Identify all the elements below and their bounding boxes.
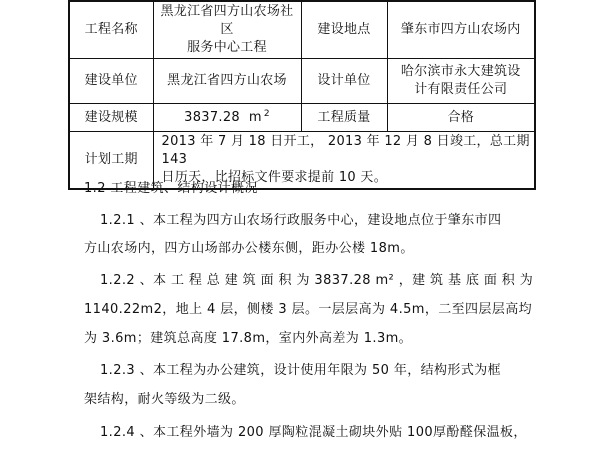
paragraph-2-line-1: 1.2.2 、本 工 程 总 建 筑 面 积 为 3837.28 m² ，建 筑 基 底 面 积 为 [100, 273, 534, 288]
table-row [69, 104, 535, 132]
paragraph-2-line-3: 为 3.6m；建筑总高度 17.8m，室内外高差为 1.3m。 [84, 331, 413, 346]
paragraph-3-line-2: 架结构，耐火等级为二级。 [84, 392, 245, 407]
project-name-value [153, 1, 301, 59]
schedule-value-line2: 日历天，比招标文件要求提前 10 天。 [161, 170, 388, 185]
designer-label: 设计单位 [301, 59, 387, 104]
paragraph-2-line-2: 1140.22m2，地上 4 层，侧楼 3 层。一层层高为 4.5m，二至四层层高均 [84, 302, 533, 317]
scale-unit-exponent: 2 [263, 108, 270, 119]
paragraph-3-line-1: 1.2.3 、本工程为办公建筑，设计使用年限为 50 年，结构形式为框 [100, 363, 502, 378]
designer-value-line1: 哈尔滨市永大建筑设 [400, 64, 521, 79]
scale-value [153, 104, 301, 132]
designer-value [387, 59, 535, 104]
designer-value-line2: 计有限责任公司 [414, 82, 508, 97]
project-name-label: 工程名称 [69, 1, 153, 59]
schedule-value-line1: 2013 年 7 月 18 日开工， 2013 年 12 月 8 日竣工，总工期 143 [161, 134, 530, 167]
paragraph-1-line-1: 1.2.1 、本工程为四方山农场行政服务中心，建设地点位于肇东市四 [100, 213, 502, 228]
location-value: 肇东市四方山农场内 [387, 1, 535, 59]
scale-number: 3837.28 [184, 109, 240, 125]
schedule-label: 计划工期 [69, 132, 153, 190]
quality-label: 工程质量 [301, 104, 387, 132]
builder-value: 黑龙江省四方山农场 [153, 59, 301, 104]
scale-label: 建设规模 [69, 104, 153, 132]
section-heading: 1.2 工程建筑、结构设计概况 [84, 181, 258, 196]
location-label: 建设地点 [301, 1, 387, 59]
table-row [69, 1, 535, 59]
project-info-table [68, 0, 536, 190]
builder-label: 建设单位 [69, 59, 153, 104]
paragraph-1-line-2: 方山农场内，四方山场部办公楼东侧，距办公楼 18m。 [84, 241, 414, 256]
paragraph-4-line-1: 1.2.4 、本工程外墙为 200 厚陶粒混凝土砌块外贴 100厚酚醛保温板， [100, 425, 527, 440]
project-info-table-wrap [68, 0, 534, 190]
scale-unit: m [248, 109, 262, 125]
project-name-value-line1: 黑龙江省四方山农场社区 [160, 4, 294, 37]
project-name-value-line2: 服务中心工程 [187, 40, 267, 55]
table-row [69, 59, 535, 104]
quality-value: 合格 [387, 104, 535, 132]
